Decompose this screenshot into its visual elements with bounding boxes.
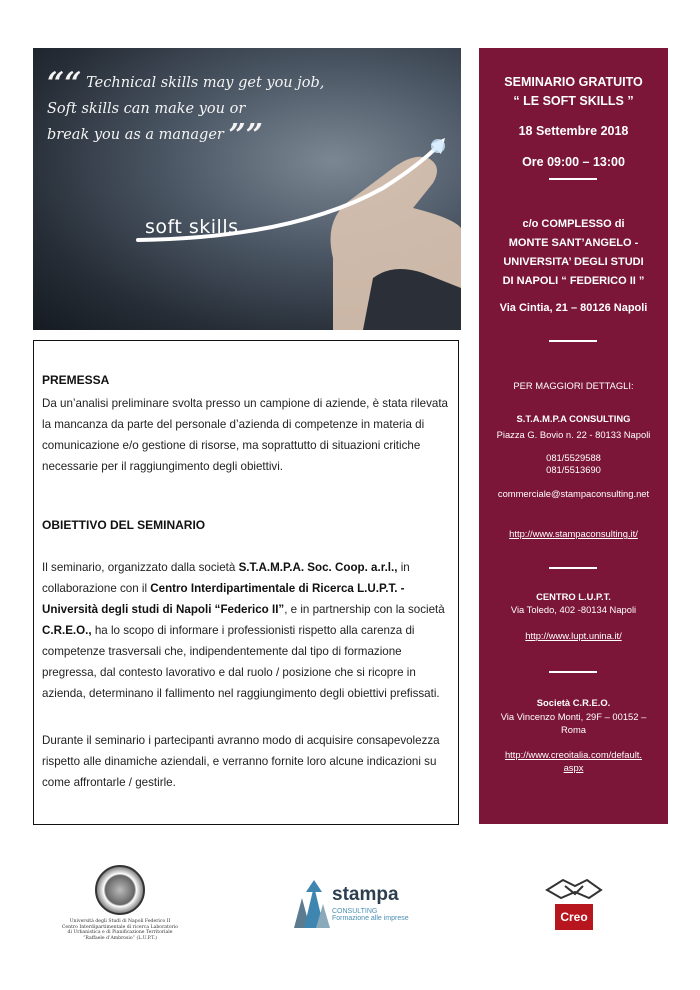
venue-line-3: UNIVERSITA’ DEGLI STUDI xyxy=(503,256,644,268)
stampa-logo xyxy=(290,878,420,930)
creo-org-name: C.R.E.O., xyxy=(42,624,92,637)
event-sidebar xyxy=(479,48,668,824)
stampa-wordmark: stampa xyxy=(332,884,399,905)
details-heading: PER MAGGIORI DETTAGLI: xyxy=(513,380,634,391)
event-date: 18 Settembre 2018 xyxy=(518,124,629,138)
university-seal-icon xyxy=(95,865,145,915)
glow-point xyxy=(431,139,445,153)
stampa-arrows-icon xyxy=(290,878,332,930)
lupt-org-name: Centro Interdipartimentale di Ricerca L.U.P.T. - Università degli studi di Napoli “Federico II” xyxy=(42,582,405,616)
seminar-title: SEMINARIO GRATUITO xyxy=(504,75,643,89)
premessa-paragraph: Da un’analisi preliminare svolta presso un campione di aziende, è stata rilevata la mancanza da parte del personale d’azienda di competenze in materia di comunicazione e/o gestione di risorse, ma soprattutto di situazioni critiche necessarie per il raggiungimento degli obiettivi. xyxy=(42,397,449,473)
lupt-link[interactable]: http://www.lupt.unina.it/ xyxy=(525,630,622,641)
stampa-org-name: S.T.A.M.P.A. Soc. Coop. a.r.l., xyxy=(238,561,398,574)
hero-image xyxy=(33,48,461,330)
seminar-subtitle: “ LE SOFT SKILLS ” xyxy=(513,94,634,108)
stampa-phone-1: 081/5529588 xyxy=(546,452,601,463)
creo-link-line-2[interactable]: aspx xyxy=(563,762,584,773)
quote-line-3: break you as a manager xyxy=(47,127,224,143)
lupt-address: Via Toledo, 402 -80134 Napoli xyxy=(510,604,637,615)
unina-logo xyxy=(60,865,180,941)
divider xyxy=(549,671,597,673)
creo-address-line-1: Via Vincenzo Monti, 29F – 00152 – xyxy=(500,711,647,722)
content-box xyxy=(33,340,459,825)
lupt-name: CENTRO L.U.P.T. xyxy=(536,591,611,602)
open-quote-mark: ““ xyxy=(47,66,82,101)
creo-link-line-1[interactable]: http://www.creoitalia.com/default. xyxy=(504,749,643,760)
stampa-email[interactable]: commerciale@stampaconsulting.net xyxy=(497,488,650,499)
quote-line-1: Technical skills may get you job, xyxy=(86,75,325,91)
venue-line-1: c/o COMPLESSO di xyxy=(522,218,625,230)
creo-name: Società C.R.E.O. xyxy=(536,697,611,708)
divider xyxy=(549,567,597,569)
hero-quote xyxy=(47,66,347,153)
obiettivo-paragraph-1: Il seminario, organizzato dalla società S.T.A.M.P.A. Soc. Coop. a.r.l., in collaborazione con il Centro Interdipartimentale di Ricerca L.U.P.T. - Università degli studi di Napoli “Federico II”, e in partnership con la società C.R.E.O., ha lo scopo di informare i professionisti rispetto alla carenza di competenze trasversali che, indipendentemente dal tipo di formazione pregressa, dal contesto lavorativo e dal ruolo / posizione che si ricopre in azienda, determinano il fallimento nel raggiungimento degli obiettivi prefissati. xyxy=(42,561,445,700)
close-quote-mark: ”” xyxy=(228,118,263,153)
stampa-address: Piazza G. Bovio n. 22 - 80133 Napoli xyxy=(496,429,651,440)
creo-logo xyxy=(545,872,603,934)
divider xyxy=(549,178,597,180)
unina-caption: Università degli Studi di Napoli Federico II Centro Interdipartimentale di ricerca Laboratorio di Urbanistica e di Pianificazione Territoriale “Raffaele d’Ambrosio” (L.U.P.T.) xyxy=(61,919,179,941)
stampa-link[interactable]: http://www.stampaconsulting.it/ xyxy=(509,528,638,539)
creo-address-line-2: Roma xyxy=(560,724,586,735)
event-time: Ore 09:00 – 13:00 xyxy=(522,155,625,169)
stampa-name: S.T.A.M.P.A CONSULTING xyxy=(516,413,631,424)
stampa-phone-2: 081/5513690 xyxy=(546,464,601,475)
venue-address: Via Cintia, 21 – 80126 Napoli xyxy=(499,302,648,314)
obiettivo-paragraph-2: Durante il seminario i partecipanti avranno modo di acquisire consapevolezza rispetto alle dinamiche aziendali, e verranno fornite loro alcune indicazioni su come affrontarle / gestirle. xyxy=(42,734,440,789)
handshake-icon xyxy=(545,872,603,902)
divider xyxy=(549,340,597,342)
stampa-tagline: CONSULTING Formazione alle imprese xyxy=(332,908,409,922)
hero-caption: soft skills xyxy=(145,216,239,238)
obiettivo-heading: OBIETTIVO DEL SEMINARIO xyxy=(42,518,206,532)
premessa-heading: PREMESSA xyxy=(42,373,110,387)
quote-line-2: Soft skills can make you or xyxy=(47,101,246,117)
creo-wordmark: Creo xyxy=(555,904,593,930)
venue-line-2: MONTE SANT’ANGELO - xyxy=(508,237,639,249)
venue-line-4: DI NAPOLI “ FEDERICO II ” xyxy=(502,275,645,287)
